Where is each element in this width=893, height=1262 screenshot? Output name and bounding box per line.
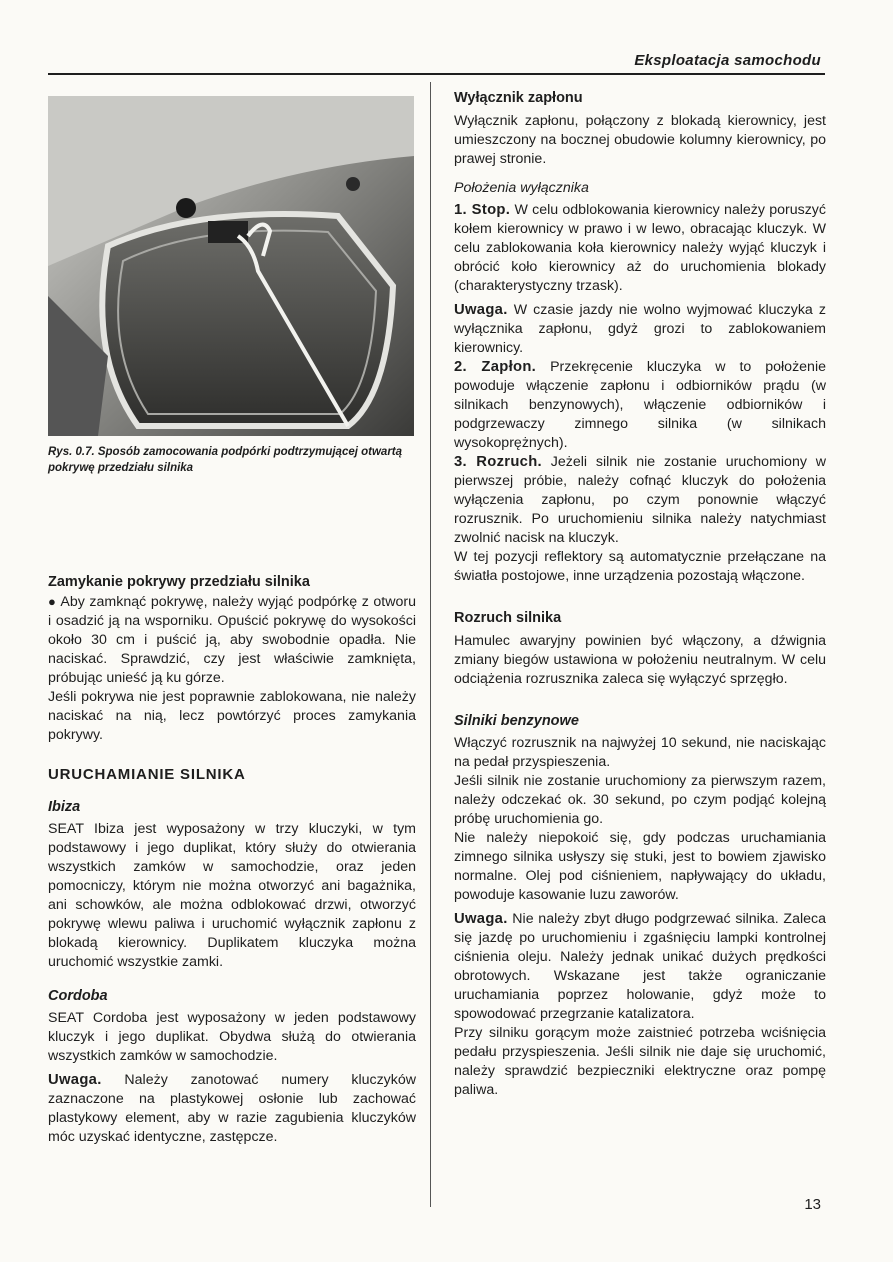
column-divider <box>430 82 431 1207</box>
closing-text-2: Jeśli pokrywa nie jest poprawnie zablokowana, nie należy naciskać na nią, lecz powtórzyć proces zamykania pokrywy. <box>48 689 416 743</box>
petrol-p1: Włączyć rozrusznik na najwyżej 10 sekund, nie naciskając na pedał przyspieszenia. <box>454 735 826 770</box>
closing-text: ● Aby zamknąć pokrywę, należy wyjąć podpórkę z otworu i osadzić ją na wsporniku. Opuścić pokrywę do wysokości około 30 cm i puścić ją, aby swobodnie opadła. Nie naciskać. Sprawdzić, czy jest właściwie zamknięta, próbując unieść ją ku górze. <box>48 594 416 686</box>
ibiza-text: SEAT Ibiza jest wyposażony w trzy kluczyki, w tym podstawowy i jego duplikat, który służy do otwierania wszystkich zamków w samochodzie, oraz jeden pomocniczy, którym nie można otworzyć ani bagażnika, ani schowków, ale można odblokować drzwi, otworzyć pokrywę wlewu paliwa i uruchomić wyłącznik zapłonu z blokadą kierownicy. Duplikatem kluczyka można uruchomić wszystkie zamki. <box>48 821 416 970</box>
section-title: URUCHAMIANIE SILNIKA <box>48 766 246 783</box>
page-header-title: Eksploatacja samochodu <box>634 52 821 69</box>
petrol-p4: Przy silniku gorącym może zaistnieć potrzeba wciśnięcia pedału przyspieszenia. Jeśli silnik nie daje się uruchomić, należy sprawdzić bezpieczniki elektryczne oraz pompę paliwa. <box>454 1025 826 1098</box>
petrol-p3: Nie należy niepokoić się, gdy podczas uruchamiania zimnego silnika usłyszy się stuki, jest to bowiem zjawisko normalne. Olej pod ciśnieniem, napływający do układu, powoduje kasowanie luzu zaworów. <box>454 830 826 903</box>
figure-caption: Rys. 0.7. Sposób zamocowania podpórki podtrzymującej otwartą pokrywę przedziału silnika <box>48 446 403 474</box>
zaplon-paragraph: 2. Zapłon. Przekręcenie kluczyka w to położenie powoduje włączenie zapłonu i odbiorników prądu (w silnikach benzynowych), włączenie odbiorników i podgrzewaczy zimnego silnika (w silnikach wysokoprężnych). <box>454 359 826 451</box>
ignition-text: Wyłącznik zapłonu, połączony z blokadą kierownicy, jest umieszczony na bocznej obudowie kolumny kierownicy, po prawej stronie. <box>454 113 826 167</box>
stop-paragraph: 1. Stop. W celu odblokowania kierownicy należy poruszyć kołem kierownicy w prawo i w lewo, obracając kluczyk. W celu zablokowania koła kierownicy należy wyjąć kluczyk i obrócić koło kierownicy aż do uruchomienia blokady (charakterystyczny trzask). <box>454 202 826 294</box>
cordoba-note: Uwaga. Należy zanotować numery kluczyków zaznaczone na plastykowej osłonie lub zachować plastykowy element, aby w razie zagubienia kluczyków móc uzyskać identyczne, zastępcze. <box>48 1072 416 1145</box>
ibiza-heading: Ibiza <box>48 799 81 815</box>
cordoba-text: SEAT Cordoba jest wyposażony w jeden podstawowy kluczyk i jego duplikat. Obydwa służą do otwierania wszystkich zamków w samochodzie. <box>48 1010 416 1064</box>
header-rule <box>48 73 825 75</box>
start-heading: Rozruch silnika <box>454 610 562 626</box>
petrol-note: Uwaga. Nie należy zbyt długo podgrzewać silnika. Zaleca się jazdę po uruchomieniu i zgaśnięciu lampki kontrolnej ciśnienia oleju. Należy jednak unikać dużych prędkości obrotowych. Wskazane jest także ograniczanie uruchamiania poprzez holowanie, gdyż może to spowodować przegrzanie katalizatora. <box>454 911 826 1022</box>
petrol-heading: Silniki benzynowe <box>454 713 579 729</box>
positions-subheading: Położenia wyłącznika <box>454 180 589 196</box>
ignition-heading: Wyłącznik zapłonu <box>454 90 583 106</box>
lights-paragraph: W tej pozycji reflektory są automatycznie przełączane na światła postojowe, inne urządzenia pozostają włączone. <box>454 549 826 584</box>
start-text: Hamulec awaryjny powinien być włączony, a dźwignia zmiany biegów ustawiona w położeniu neutralnym. W celu odciążenia rozrusznika zaleca się wyłączyć sprzęgło. <box>454 633 826 687</box>
petrol-p2: Jeśli silnik nie zostanie uruchomiony za pierwszym razem, należy odczekać ok. 30 sekund, po czym podjąć kolejną próbę uruchomienia go. <box>454 773 826 827</box>
cordoba-heading: Cordoba <box>48 988 108 1004</box>
page-number: 13 <box>804 1196 821 1213</box>
engine-hood-prop-photo <box>48 96 414 436</box>
left-column <box>48 96 416 1147</box>
closing-heading: Zamykanie pokrywy przedziału silnika <box>48 574 310 590</box>
right-column <box>454 88 826 1100</box>
ignition-note: Uwaga. W czasie jazdy nie wolno wyjmować kluczyka z wyłącznika zapłonu, gdyż grozi to zablokowaniem kierownicy. <box>454 302 826 356</box>
bullet-icon: ● <box>48 594 57 609</box>
rozruch-paragraph: 3. Rozruch. Jeżeli silnik nie zostanie uruchomiony w pierwszej próbie, należy cofnąć kluczyk do położenia wyłączenia zapłonu, po czym ponownie włączyć rozrusznik. Po uruchomieniu silnika należy natychmiast zwolnić nacisk na kluczyk. <box>454 454 826 546</box>
